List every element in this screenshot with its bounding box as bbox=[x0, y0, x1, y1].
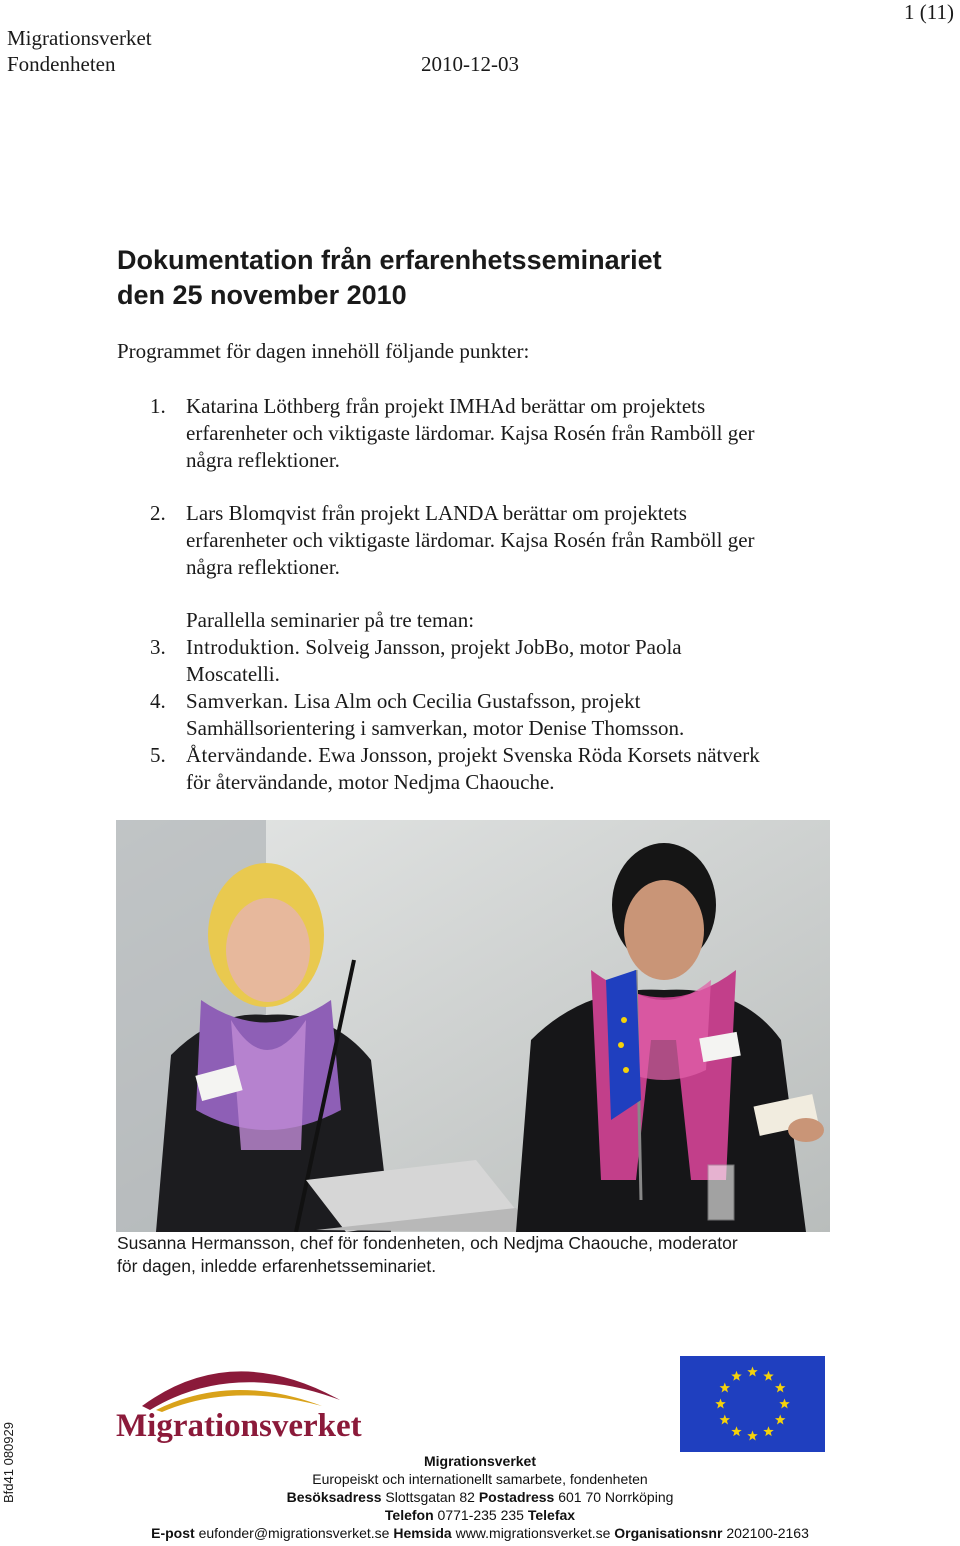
parallel-heading: Parallella seminarier på tre teman: bbox=[186, 608, 475, 632]
logo-wordmark: Migrationsverket bbox=[116, 1408, 362, 1444]
item-number: 3. bbox=[150, 635, 166, 659]
item-text bbox=[186, 393, 836, 474]
logo-arc-icon bbox=[112, 1350, 374, 1450]
title-line-2: den 25 november 2010 bbox=[117, 280, 407, 310]
footer-unit: Europeiskt och internationellt samarbete, fondenheten bbox=[312, 1471, 648, 1487]
item-number: 2. bbox=[150, 501, 166, 525]
caption-line: för dagen, inledde erfarenhetsseminariet. bbox=[117, 1256, 437, 1276]
header-org-name: Migrationsverket bbox=[7, 26, 152, 50]
item-number: 4. bbox=[150, 689, 166, 713]
program-intro: Programmet för dagen innehöll följande punkter: bbox=[117, 339, 530, 363]
document-title bbox=[117, 243, 837, 313]
footer-address-line: Besöksadress Slottsgatan 82 Postadress 601 70 Norrköping bbox=[286, 1489, 674, 1505]
page-footer bbox=[0, 1452, 960, 1542]
seminar-photo bbox=[116, 820, 830, 1232]
item-text bbox=[186, 634, 836, 688]
migrationsverket-logo bbox=[112, 1350, 374, 1450]
page-number: 1 (11) bbox=[904, 0, 954, 24]
item-line: några reflektioner. bbox=[186, 448, 340, 472]
photo-illustration bbox=[116, 820, 830, 1232]
item-line: erfarenheter och viktigaste lärdomar. Kajsa Rosén från Ramböll ger bbox=[186, 421, 755, 445]
item-text bbox=[186, 688, 836, 742]
eu-flag bbox=[680, 1356, 825, 1452]
photo-caption bbox=[117, 1232, 837, 1278]
item-line: Lars Blomqvist från projekt LANDA berättar om projektets bbox=[186, 501, 687, 525]
eu-flag-icon bbox=[680, 1356, 825, 1452]
item-number: 1. bbox=[150, 394, 166, 418]
seminar-theme: Introduktion. bbox=[186, 635, 301, 659]
item-text bbox=[186, 742, 836, 796]
side-form-code: Bfd41 080929 bbox=[0, 1422, 16, 1503]
item-text bbox=[186, 500, 836, 581]
seminar-details-cont: för återvändande, motor Nedjma Chaouche. bbox=[186, 770, 555, 794]
seminar-theme: Återvändande. bbox=[186, 743, 313, 767]
document-date: 2010-12-03 bbox=[421, 52, 519, 76]
item-line: Katarina Löthberg från projekt IMHAd berättar om projektets bbox=[186, 394, 706, 418]
seminar-theme: Samverkan. bbox=[186, 689, 289, 713]
seminar-details: Solveig Jansson, projekt JobBo, motor Paola bbox=[300, 635, 682, 659]
caption-line: Susanna Hermansson, chef för fondenheten, och Nedjma Chaouche, moderator bbox=[117, 1233, 738, 1253]
header-dept-name: Fondenheten bbox=[7, 52, 116, 76]
footer-org: Migrationsverket bbox=[423, 1453, 537, 1469]
footer-contact-line: E-post eufonder@migrationsverket.se Hemsida www.migrationsverket.se Organisationsnr 202100-2163 bbox=[151, 1525, 809, 1541]
title-line-1: Dokumentation från erfarenhetsseminariet bbox=[117, 245, 662, 275]
seminar-details-cont: Moscatelli. bbox=[186, 662, 280, 686]
seminar-details: Ewa Jonsson, projekt Svenska Röda Korsets nätverk bbox=[312, 743, 760, 767]
item-line: erfarenheter och viktigaste lärdomar. Kajsa Rosén från Ramböll ger bbox=[186, 528, 755, 552]
seminar-details-cont: Samhällsorientering i samverkan, motor Denise Thomsson. bbox=[186, 716, 685, 740]
footer-phone-line: Telefon 0771-235 235 Telefax bbox=[384, 1507, 576, 1523]
seminar-details: Lisa Alm och Cecilia Gustafsson, projekt bbox=[288, 689, 641, 713]
item-line: några reflektioner. bbox=[186, 555, 340, 579]
item-number: 5. bbox=[150, 743, 166, 767]
